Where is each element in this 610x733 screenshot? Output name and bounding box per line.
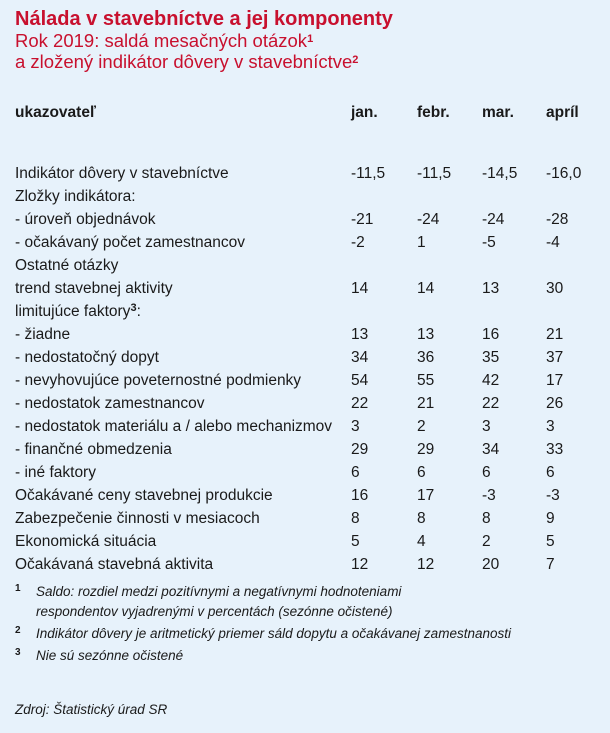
header-jan: jan. (351, 103, 378, 121)
row-label-text: Očakávané ceny stavebnej produkcie (15, 486, 273, 504)
indicator-table (15, 101, 600, 576)
value-cell: 14 (417, 279, 435, 297)
row-label-text: - nedostatok zamestnancov (15, 394, 205, 412)
row-label (15, 277, 351, 300)
value-cell: 55 (417, 371, 435, 389)
value-cell: 4 (417, 532, 426, 550)
row-label-text: - nevyhovujúce poveternostné podmienky (15, 371, 302, 389)
value-cell: 2 (482, 532, 491, 550)
value-cell: 22 (351, 394, 369, 412)
value-cell: 6 (482, 463, 491, 481)
row-label (15, 438, 351, 461)
value-cell: -3 (546, 486, 560, 504)
row-label-text: Ekonomická situácia (15, 532, 157, 550)
value-cell: -24 (417, 210, 440, 228)
value-cell (351, 185, 417, 208)
value-cell: 21 (417, 394, 435, 412)
table-row (15, 392, 600, 415)
value-cell: 22 (482, 394, 500, 412)
row-label-text: - finančné obmedzenia (15, 440, 172, 458)
value-cell: 13 (482, 279, 500, 297)
value-cell (546, 185, 600, 208)
row-label-text: Zabezpečenie činnosti v mesiacoch (15, 509, 260, 527)
table-row (15, 231, 600, 254)
value-cell (546, 300, 600, 323)
value-cell: -11,5 (417, 164, 452, 182)
value-cell: -14,5 (482, 164, 518, 182)
value-cell: 34 (351, 348, 369, 366)
value-cell: 12 (417, 555, 435, 573)
row-label-text: - nedostatok materiálu a / alebo mechanizmov (15, 417, 333, 435)
value-cell (482, 185, 546, 208)
row-label (15, 300, 351, 323)
value-cell (351, 300, 417, 323)
title-block (15, 8, 600, 72)
value-cell: 13 (351, 325, 369, 343)
row-label (15, 553, 351, 576)
value-cell: 8 (351, 509, 360, 527)
value-cell (417, 300, 482, 323)
spacer-cell (15, 138, 600, 162)
row-label (15, 254, 351, 277)
row-label-text: Zložky indikátora: (15, 187, 136, 205)
row-label (15, 507, 351, 530)
value-cell: 17 (417, 486, 435, 504)
value-cell: 37 (546, 348, 564, 366)
table-row (15, 208, 600, 231)
footnote-number: 3 (15, 647, 21, 658)
footnote-2 (15, 624, 600, 644)
value-cell: -11,5 (351, 164, 386, 182)
value-cell: 26 (546, 394, 564, 412)
value-cell (546, 254, 600, 277)
row-label (15, 484, 351, 507)
row-label-text: trend stavebnej aktivity (15, 279, 173, 297)
value-cell: 5 (546, 532, 555, 550)
footnote-text: Saldo: rozdiel medzi pozitívnymi a negatívnymi hodnoteniami (36, 584, 402, 599)
footnote-number: 2 (15, 625, 21, 636)
value-cell: 16 (482, 325, 500, 343)
table-row (15, 438, 600, 461)
value-cell: -2 (351, 233, 365, 251)
value-cell: 21 (546, 325, 564, 343)
footnote-ref-2: 2 (352, 54, 359, 66)
value-cell: 2 (417, 417, 426, 435)
value-cell: 3 (546, 417, 555, 435)
table-row (15, 185, 600, 208)
value-cell: 3 (351, 417, 360, 435)
table-body (15, 138, 600, 576)
row-label-text: - žiadne (15, 325, 71, 343)
row-label (15, 185, 351, 208)
value-cell: 12 (351, 555, 369, 573)
value-cell: 13 (417, 325, 435, 343)
value-cell: 3 (482, 417, 491, 435)
row-label (15, 231, 351, 254)
value-cell (351, 254, 417, 277)
header-apr: apríl (546, 103, 579, 121)
subtitle-line-1 (15, 30, 600, 51)
value-cell (417, 254, 482, 277)
value-cell: 16 (351, 486, 369, 504)
row-label-text: limitujúce faktory (15, 302, 131, 320)
value-cell: 6 (351, 463, 360, 481)
table-row (15, 254, 600, 277)
value-cell: 5 (351, 532, 360, 550)
header-feb: febr. (417, 103, 450, 121)
spacer-row (15, 138, 600, 162)
table-row (15, 162, 600, 185)
value-cell (482, 300, 546, 323)
row-label (15, 162, 351, 185)
table-row (15, 277, 600, 300)
table-row (15, 369, 600, 392)
main-title: Nálada v stavebníctve a jej komponenty (15, 8, 393, 30)
footnotes (15, 582, 600, 668)
row-label (15, 208, 351, 231)
source-note: Zdroj: Štatistický úrad SR (15, 702, 168, 717)
footnote-ref-3: 3 (130, 301, 137, 314)
table-row (15, 553, 600, 576)
row-label-text: - úroveň objednávok (15, 210, 156, 228)
value-cell: 17 (546, 371, 564, 389)
table-row (15, 484, 600, 507)
value-cell: 29 (351, 440, 369, 458)
row-label (15, 323, 351, 346)
value-cell: -3 (482, 486, 496, 504)
footnote-ref-1: 1 (307, 33, 314, 45)
table-header-row (15, 101, 600, 138)
row-label-text: Ostatné otázky (15, 256, 119, 274)
footnote-text: respondentov vyjadrenými v percentách (sezónne očistené) (36, 604, 393, 619)
value-cell: 20 (482, 555, 500, 573)
row-label (15, 461, 351, 484)
header-mar: mar. (482, 103, 514, 121)
table-row (15, 346, 600, 369)
table-row (15, 323, 600, 346)
value-cell: -24 (482, 210, 505, 228)
row-label (15, 392, 351, 415)
value-cell: -4 (546, 233, 560, 251)
value-cell: 14 (351, 279, 369, 297)
row-label (15, 415, 351, 438)
value-cell: 6 (546, 463, 555, 481)
subtitle-line-2 (15, 51, 600, 72)
subtitle-line-1-text: Rok 2019: saldá mesačných otázok (15, 30, 308, 51)
value-cell (482, 254, 546, 277)
row-label-suffix: : (136, 302, 141, 320)
value-cell: 33 (546, 440, 564, 458)
value-cell: 1 (417, 233, 426, 251)
footnote-text: Nie sú sezónne očistené (36, 648, 184, 663)
footnote-number: 1 (15, 583, 21, 594)
value-cell: 6 (417, 463, 426, 481)
table-row (15, 530, 600, 553)
subtitle-line-2-text: a zložený indikátor dôvery v stavebníctve (15, 51, 353, 72)
row-label-text: Indikátor dôvery v stavebníctve (15, 164, 229, 182)
value-cell: 30 (546, 279, 564, 297)
row-label (15, 346, 351, 369)
table-row (15, 507, 600, 530)
table-row (15, 461, 600, 484)
value-cell: 42 (482, 371, 500, 389)
value-cell: 36 (417, 348, 435, 366)
value-cell: -28 (546, 210, 569, 228)
value-cell: 7 (546, 555, 555, 573)
value-cell: -5 (482, 233, 496, 251)
value-cell: 8 (482, 509, 491, 527)
value-cell: 8 (417, 509, 426, 527)
value-cell: 29 (417, 440, 435, 458)
row-label-text: Očakávaná stavebná aktivita (15, 555, 214, 573)
row-label (15, 530, 351, 553)
footnote-text: Indikátor dôvery je aritmetický priemer sáld dopytu a očakávanej zamestnanosti (36, 626, 511, 641)
value-cell (417, 185, 482, 208)
table-row (15, 415, 600, 438)
value-cell: 34 (482, 440, 500, 458)
row-label-text: - nedostatočný dopyt (15, 348, 159, 366)
footnote-3 (15, 646, 600, 666)
value-cell: -16,0 (546, 164, 582, 182)
header-indicator: ukazovateľ (15, 103, 96, 121)
row-label (15, 369, 351, 392)
value-cell: -21 (351, 210, 374, 228)
value-cell: 9 (546, 509, 555, 527)
row-label-text: - iné faktory (15, 463, 96, 481)
footnote-1 (15, 582, 600, 622)
value-cell: 54 (351, 371, 369, 389)
value-cell: 35 (482, 348, 500, 366)
row-label-text: - očakávaný počet zamestnancov (15, 233, 246, 251)
table-row (15, 300, 600, 323)
